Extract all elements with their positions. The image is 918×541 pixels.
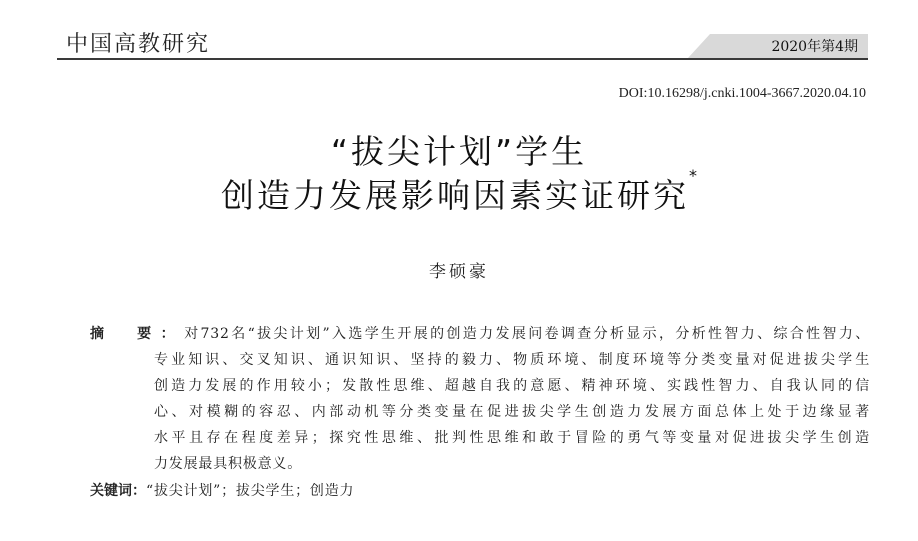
abstract-label: 摘 要： [90,326,185,342]
issue-tab [688,34,868,58]
title-text-2: 创造力发展影响因素实证研究 [221,176,689,215]
title-line-1 [0,126,918,173]
title-line-2 [0,166,918,217]
abstract-line: 水平且存在程度差异；探究性思维、批判性思维和敢于冒险的勇气等变量对促进拔尖学生创造 [154,430,870,446]
header-rule [57,58,868,60]
doi: DOI:10.16298/j.cnki.1004-3667.2020.04.10 [618,86,866,101]
abstract-line: 专业知识、交叉知识、通识知识、坚持的毅力、物质环境、制度环境等分类变量对促进拔尖学生 [154,352,870,368]
keywords [90,478,354,504]
abstract [90,321,870,477]
title-footnote-mark: * [689,166,697,185]
issue-label: 2020年第4期 [771,39,858,55]
author: 李硕豪 [429,262,489,282]
journal-name: 中国高教研究 [66,32,211,57]
abstract-line: 力发展最具积极意义。 [154,456,302,472]
abstract-line: 创造力发展的作用较小；发散性思维、超越自我的意愿、精神环境、实践性智力、自我认同的信 [154,378,870,394]
abstract-line: 心、对模糊的容忍、内部动机等分类变量在促进拔尖学生创造力发展方面总体上处于边缘显著 [154,404,870,420]
keywords-value: “拔尖计划”；拔尖学生；创造力 [146,483,355,499]
title-text-1: “拔尖计划”学生 [330,132,588,171]
abstract-line [90,321,870,347]
abstract-line-text: 对732名“拔尖计划”入选学生开展的创造力发展问卷调查分析显示，分析性智力、综合性智力、 [184,326,871,342]
keywords-label: 关键词： [90,483,146,499]
